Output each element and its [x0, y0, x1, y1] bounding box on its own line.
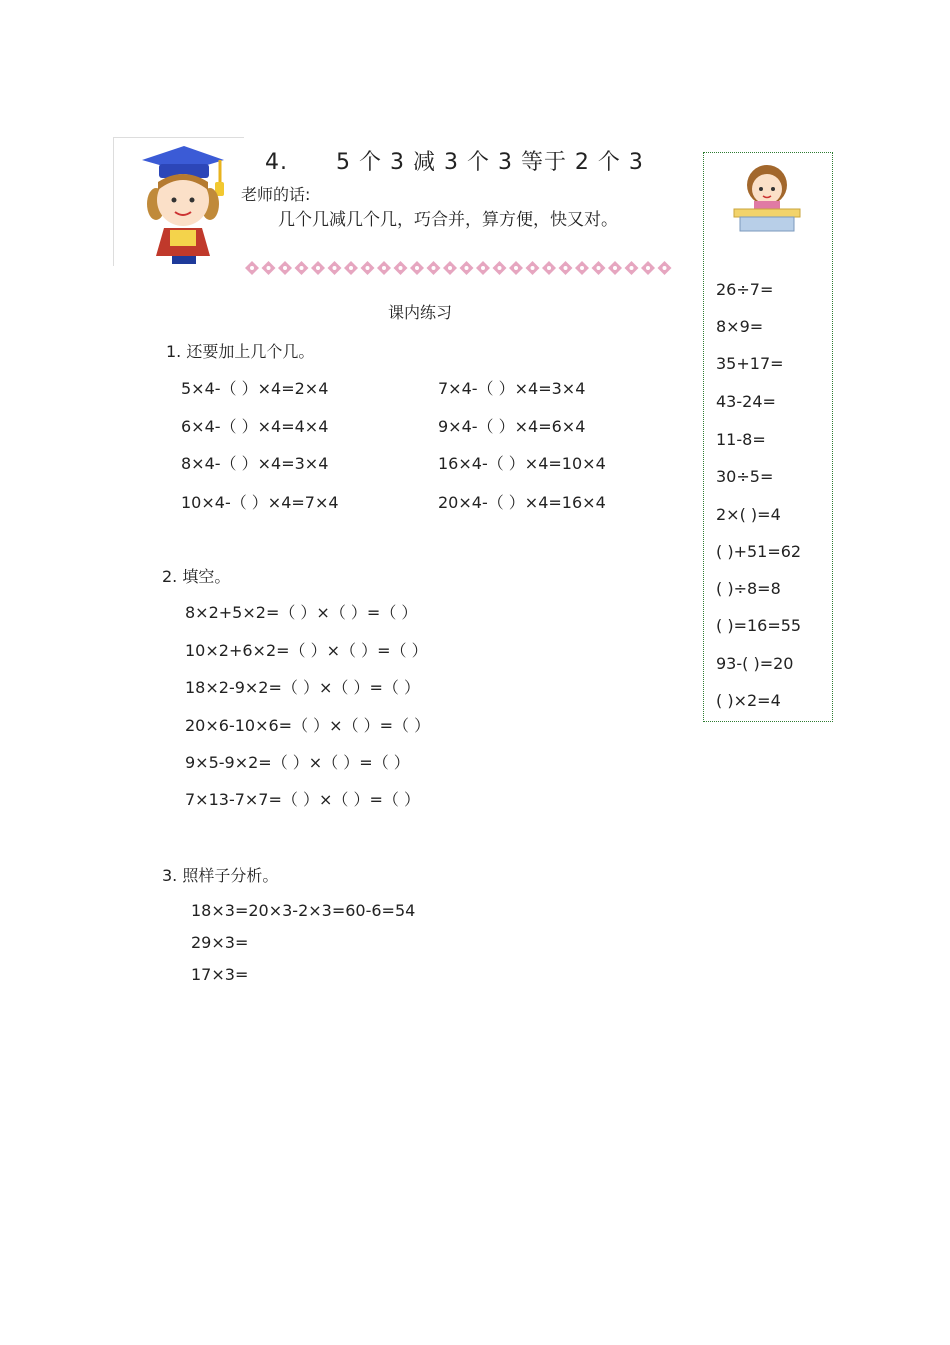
q2-row: 10×2+6×2=（ ）×（ ）=（ ）: [185, 641, 428, 660]
divider-flower-center: [300, 266, 304, 270]
lesson-number: 4.: [265, 150, 288, 175]
divider-flower-center: [646, 266, 650, 270]
side-item: 93-( )=20: [716, 654, 794, 673]
divider-flower-center: [514, 266, 518, 270]
divider-flower-center: [382, 266, 386, 270]
divider-flower-center: [613, 266, 617, 270]
divider-flower-center: [316, 266, 320, 270]
side-item: 8×9=: [716, 317, 764, 336]
q2-row: 8×2+5×2=（ ）×（ ）=（ ）: [185, 603, 418, 622]
divider-flower-center: [283, 266, 287, 270]
divider-flower-center: [630, 266, 634, 270]
flower-border-icon: [244, 259, 674, 277]
divider-flower-center: [564, 266, 568, 270]
divider-flower-center: [267, 266, 271, 270]
divider-flower-center: [250, 266, 254, 270]
divider-flower-center: [597, 266, 601, 270]
question-2-heading: 2. 填空。: [162, 567, 231, 586]
divider-flower-center: [663, 266, 667, 270]
divider-flower-center: [580, 266, 584, 270]
decorative-divider: [244, 259, 674, 277]
divider-flower-center: [498, 266, 502, 270]
side-item: 2×( )=4: [716, 505, 781, 524]
side-item: 26÷7=: [716, 280, 774, 299]
side-item: 43-24=: [716, 392, 776, 411]
divider-flower-center: [432, 266, 436, 270]
side-item: ( )×2=4: [716, 691, 781, 710]
divider-flower-center: [481, 266, 485, 270]
student-at-desk-icon: [730, 163, 804, 235]
q3-row: 17×3=: [191, 965, 249, 984]
divider-flower-center: [349, 266, 353, 270]
divider-flower-center: [448, 266, 452, 270]
q1-right-row: 16×4-（ ）×4=10×4: [438, 454, 606, 473]
q1-right-row: 9×4-（ ）×4=6×4: [438, 417, 586, 436]
side-item: 11-8=: [716, 430, 766, 449]
q1-left-row: 10×4-（ ）×4=7×4: [181, 493, 339, 512]
divider-flower-center: [366, 266, 370, 270]
teacher-illustration: [113, 137, 244, 266]
teacher-graduate-icon: [114, 138, 244, 266]
q1-left-row: 8×4-（ ）×4=3×4: [181, 454, 329, 473]
section-title: 课内练习: [388, 303, 453, 322]
side-item: ( )=16=55: [716, 616, 802, 635]
question-1-heading: 1. 还要加上几个几。: [166, 342, 315, 361]
side-item: ( )÷8=8: [716, 579, 781, 598]
side-item: ( )+51=62: [716, 542, 802, 561]
q3-example-row: 18×3=20×3-2×3=60-6=54: [191, 901, 416, 920]
teacher-label: 老师的话:: [241, 185, 311, 204]
teacher-quote: 几个几减几个几，巧合并，算方便，快又对。: [278, 210, 618, 230]
divider-flower-center: [399, 266, 403, 270]
side-item: 30÷5=: [716, 467, 774, 486]
q1-right-row: 7×4-（ ）×4=3×4: [438, 379, 586, 398]
lesson-title: [265, 145, 644, 176]
divider-flower-center: [531, 266, 535, 270]
divider-flower-center: [415, 266, 419, 270]
q2-row: 9×5-9×2=（ ）×（ ）=（ ）: [185, 753, 410, 772]
q2-row: 20×6-10×6=（ ）×（ ）=（ ）: [185, 716, 431, 735]
q1-right-row: 20×4-（ ）×4=16×4: [438, 493, 606, 512]
q1-left-row: 6×4-（ ）×4=4×4: [181, 417, 329, 436]
q2-row: 7×13-7×7=（ ）×（ ）=（ ）: [185, 790, 420, 809]
side-item: 35+17=: [716, 354, 784, 373]
divider-flower-center: [465, 266, 469, 270]
question-3-heading: 3. 照样子分析。: [162, 866, 279, 885]
lesson-title-text: 5 个 3 减 3 个 3 等于 2 个 3: [336, 150, 644, 175]
q3-row: 29×3=: [191, 933, 249, 952]
divider-flower-center: [333, 266, 337, 270]
q2-row: 18×2-9×2=（ ）×（ ）=（ ）: [185, 678, 420, 697]
divider-flower-center: [547, 266, 551, 270]
q1-left-row: 5×4-（ ）×4=2×4: [181, 379, 329, 398]
